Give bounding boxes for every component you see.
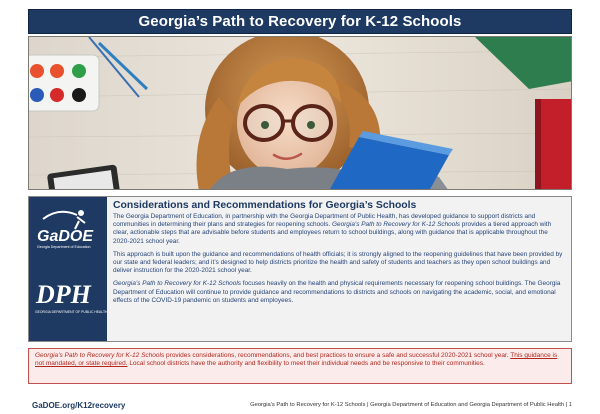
disclaimer-text-a: provides considerations, recommendations, and best practices to ensure a safe and successful 2020-2021 school year. bbox=[164, 352, 511, 359]
logo-panel bbox=[29, 197, 107, 341]
dph-caption: GEORGIA DEPARTMENT OF PUBLIC HEALTH bbox=[35, 310, 107, 314]
gadoe-logo bbox=[37, 210, 94, 249]
disclaimer-italic: Georgia’s Path to Recovery for K-12 Schools bbox=[35, 352, 165, 359]
paragraph-1-italic: Georgia’s Path to Recovery for K-12 Schools bbox=[332, 221, 460, 229]
disclaimer-text-b: Local school districts have the authority and flexibility to meet their individual needs and be responsive to their communities. bbox=[127, 360, 485, 368]
considerations-box bbox=[28, 196, 572, 342]
section-title: Considerations and Recommendations for Georgia’s Schools bbox=[113, 200, 417, 211]
disclaimer-notice bbox=[28, 348, 572, 384]
dph-logo-text: DPH bbox=[36, 280, 91, 309]
disclaimer-text bbox=[35, 352, 565, 369]
paragraph-3-text: focuses heavily on the health and physical requirements necessary for reopening school buildings. The Georgia Department of Education will continue to provide guidance and recommendations to districts and schools on navigating the academic, social, and emotional effects of the COVID-19 pandemic on students and employees. bbox=[113, 280, 561, 304]
paragraph-3-italic: Georgia’s Path to Recovery for K-12 Schools bbox=[113, 280, 241, 288]
dph-logo bbox=[35, 279, 107, 314]
paragraph-1-text-a: The Georgia Department of Education, in partnership with the Georgia Department of Public Health, has developed guidance to support districts and communities in determining their plans and strategies for reopening schools. bbox=[113, 213, 536, 229]
footer-text: Georgia’s Path to Recovery for K-12 Schools | Georgia Department of Education and Georgia Department of Public Health | 1 bbox=[250, 402, 572, 408]
page-title-bar bbox=[28, 9, 572, 34]
hero-image bbox=[28, 36, 572, 190]
considerations-text bbox=[113, 200, 565, 310]
paragraph-1 bbox=[113, 213, 565, 246]
agency-logos bbox=[29, 197, 107, 341]
paragraph-3 bbox=[113, 280, 565, 305]
gadoe-caption: Georgia Department of Education bbox=[37, 245, 91, 249]
paragraph-1-text-b: provides a tiered approach with clear, actionable steps that are advisable before students and employees return to school buildings, along with guidance that is applicable throughout the 2020-2021 school year. bbox=[113, 221, 552, 245]
hero-photo-girl-with-glasses bbox=[29, 37, 572, 190]
page-title: Georgia’s Path to Recovery for K-12 Schools bbox=[138, 13, 462, 30]
paragraph-2: This approach is built upon the guidance and recommendations of health officials; it is strongly aligned to the reopening guidelines that have been provided by our state and federal leaders; and it’s designed to help districts prioritize the health and safety of students and teachers as they open school buildings and deliver instruction for the 2020-2021 school year. bbox=[113, 250, 563, 275]
disclaimer-underlined: This guidance is not mandated, or state required. bbox=[35, 352, 558, 368]
gadoe-logo-text: GaDOE bbox=[37, 228, 94, 245]
footer-url-link[interactable]: GaDOE.org/K12recovery bbox=[32, 401, 126, 410]
